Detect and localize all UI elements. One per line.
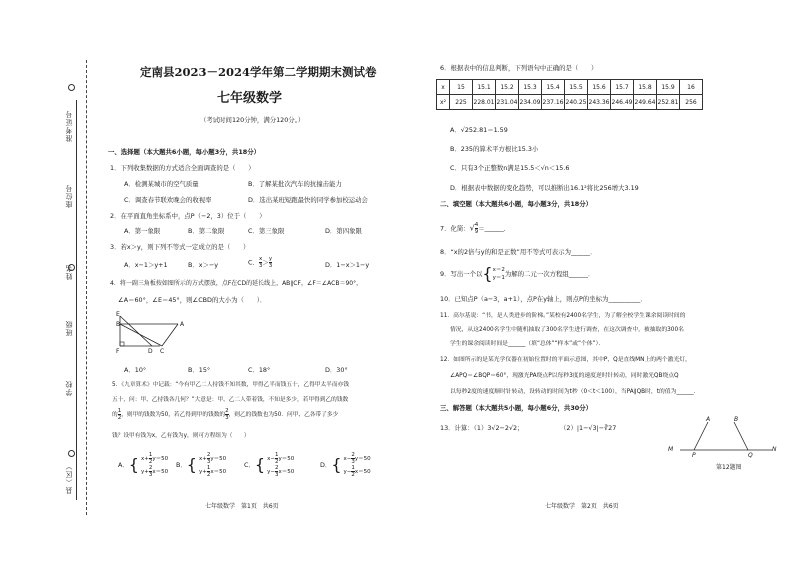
q6-cell-x: 15.6	[588, 80, 611, 95]
q1-option-a: A．检测某城市的空气质量	[124, 180, 199, 188]
q2-option-c: C．第三象限	[248, 227, 285, 235]
q4-stem-line1: 4．将一副三角板按如图所示的方式摆放，点F在CD的延长线上，AB∥CF，∠F＝∠ACB＝90°，	[110, 280, 363, 287]
q3-option-d: D．1−x＞1−y	[325, 261, 370, 269]
exam-subtitle: 七年级数学	[217, 91, 283, 106]
q1-stem: 1．下列收集数据的方式适合全面调查的是（ ）	[110, 164, 255, 172]
q12-label-p: P	[692, 452, 696, 459]
q12-label-q: Q	[748, 452, 753, 459]
q1-option-c: C．调查春节联欢晚会的收视率	[124, 196, 212, 204]
q6-cell-x2: 225	[450, 95, 473, 110]
q4-label-b: B	[116, 321, 121, 328]
q11-line3: 学生的课余阅读时间是______（填“总体”“样本”或“个体”）．	[450, 341, 605, 347]
q9: 9．写出一个以{ x＝2 y＝1 为解的二元一次方程组______．	[440, 264, 595, 283]
q6-option-c: C．只有3个正整数n满足15.5＜√n＜15.6	[450, 164, 570, 172]
q10: 10．已知点P（a−3，a+1），点P在y轴上，则点P的坐标为__________．	[440, 295, 647, 303]
q6-cell-x2: 234.09	[519, 95, 542, 110]
q12-figure-caption: 第12题图	[716, 464, 742, 471]
q6-row-x2-label: x²	[437, 95, 450, 110]
side-class-label: 班级	[65, 320, 73, 336]
q11-line1: 11．高尔基说：“书，是人类进步的阶梯。”某校有2400名学生，为了解全校学生课余阅读时间的	[440, 313, 686, 319]
section3-heading: 三、解答题（本大题共5小题，每小题6分，共30分）	[440, 404, 592, 412]
q4-label-a: A	[180, 321, 185, 328]
q5-stem-line1: 5．《九章算术》中记载：“今有甲乙二人持钱不知其数，甲得乙半而钱五十，乙得甲太半而亦钱	[112, 382, 349, 388]
exam-title: 定南县2023－2024学年第二学期期末测试卷	[140, 65, 377, 79]
q6-cell-x: 15.3	[519, 80, 542, 95]
q6-cell-x2: 246.49	[611, 95, 634, 110]
q12-label-m: M	[668, 446, 674, 453]
q6-cell-x2: 237.16	[542, 95, 565, 110]
q5-stem-line3: 的 $\frac{1}{2}$ ，则甲的钱数为50，若乙得到甲的钱数的 $\frac{2}{3}$ ，则乙的钱数也为50．问甲、乙各带了多少	[112, 408, 339, 421]
side-exam-no-label: 准考证号	[65, 110, 73, 142]
q6-cell-x2: 243.36	[588, 95, 611, 110]
q4-option-a: A．10°	[124, 366, 147, 374]
q6-cell-x: 15	[450, 80, 473, 95]
q6-cell-x: 15.4	[542, 80, 565, 95]
q2-option-d: D．第四象限	[325, 227, 362, 235]
q6-cell-x: 15.2	[496, 80, 519, 95]
q12-line2: ∠APQ＝∠BQP＝60°，现激光PA绕点P以每秒3度的速度逆时针转动，同时激光QB绕点Q	[450, 373, 679, 379]
side-name-label: 姓名	[65, 264, 73, 280]
q6-cell-x2: 256	[680, 95, 703, 110]
binding-circle-bottom	[68, 450, 75, 457]
q1-option-d: D．选出某班短跑最快的同学参加校运动会	[248, 196, 368, 204]
side-fill-line	[76, 100, 77, 500]
q5-option-c: C．{ x− $\frac{1}{2}$ y＝50 y− $\frac{2}{3}$ x＝50	[244, 452, 295, 478]
q2-stem: 2．在平面直角坐标系中，点P（−2，3）位于（ ）	[110, 212, 266, 220]
q1-option-b: B．了解某批次汽车的抗撞击能力	[248, 180, 342, 188]
q6-cell-x: 15.8	[634, 80, 657, 95]
binding-line	[86, 60, 87, 515]
section1-heading: 一、选择题（本大题共6小题，每小题3分，共18分）	[108, 148, 260, 156]
q7: 7．化简：√ $\frac{4}{9}$ ＝______．	[440, 222, 511, 235]
q6-table	[436, 79, 703, 110]
q6-row-x	[437, 80, 703, 95]
q11-line2: 情况，从这2400名学生中随机抽取了300名学生进行调查，在这次调查中，被抽取的300名	[450, 327, 684, 333]
q4-label-e: E	[116, 311, 120, 318]
q3-stem: 3．若x＞y，则下列不等式一定成立的是（ ）	[110, 243, 250, 251]
q6-option-b: B．235的算术平方根比15.3小	[450, 145, 539, 153]
q6-cell-x: 15.1	[473, 80, 496, 95]
q12-figure	[676, 414, 776, 460]
q6-option-d: D．根据表中数据的变化趋势，可以推断出16.1²将比256增大3.19	[450, 184, 639, 192]
q12-line1: 12．如图所示的是某光学仪器在初始位置时的平面示意图，其中P，Q是直线MN上的两个激光灯，	[440, 357, 691, 363]
q6-cell-x: 15.9	[657, 80, 680, 95]
q4-label-d: D	[148, 348, 153, 355]
q4-option-b: B．15°	[188, 366, 211, 374]
q6-row-x-label: x	[437, 80, 450, 95]
q3-option-a: A．x−1＞y+1	[124, 261, 168, 269]
q6-cell-x: 15.7	[611, 80, 634, 95]
q6-cell-x: 16	[680, 80, 703, 95]
side-seat-label: 座位号	[65, 184, 73, 208]
q4-stem-line2: ∠A＝60°，∠E＝45°，则∠CBD的大小为（ ）．	[118, 296, 267, 304]
q4-option-c: C．18°	[248, 366, 271, 374]
q6-cell-x2: 252.81	[657, 95, 680, 110]
q6-cell-x2: 228.01	[473, 95, 496, 110]
q12-label-n: N	[772, 446, 777, 453]
q6-cell-x2: 231.04	[496, 95, 519, 110]
exam-info: （考试时间120分钟，满分120分。）	[200, 116, 305, 124]
q8: 8．“x的2倍与y的和是正数”用不等式可表示为______．	[440, 248, 597, 256]
q6-stem: 6．根据表中的信息判断，下列语句中正确的是（ ）	[440, 64, 598, 72]
q13-part2: （2）|1−√3|−∛27	[560, 424, 617, 432]
side-school-label: 学校	[65, 380, 73, 396]
q6-cell-x: 15.5	[565, 80, 588, 95]
q12-label-a: A	[706, 416, 711, 423]
q6-option-a: A．√252.81＝1.59	[450, 126, 508, 134]
binding-circle-top	[68, 84, 75, 91]
q5-option-b: B．{ x+ $\frac{2}{3}$ y＝50 y+ $\frac{1}{2}$ x＝50	[176, 452, 227, 478]
q6-row-x2	[437, 95, 703, 110]
q2-option-b: B．第二象限	[188, 227, 225, 235]
q3-option-b: B．x＞−y	[188, 261, 219, 269]
q5-stem-line4: 钱？设甲有钱为x，乙有钱为y，则可方程组为（ ）	[112, 433, 250, 439]
q4-label-f: F	[116, 348, 120, 355]
q6-cell-x2: 249.64	[634, 95, 657, 110]
q12-label-b: B	[734, 416, 739, 423]
side-county-label: 县（区）	[65, 462, 73, 494]
q4-label-c: C	[160, 348, 165, 355]
q13-part1: 13．计算：（1）3√2−2√2；	[440, 424, 524, 432]
footer-left: 七年级数学 第1页 共6页	[205, 503, 279, 510]
q12-line3: 以每秒2度的速度顺时针转动，设转动的时间为t秒（0＜t＜100），当PA∥QB时，t的值为______．	[450, 389, 700, 395]
footer-right: 七年级数学 第2页 共6页	[545, 503, 619, 510]
q5-option-a: A．{ x+ $\frac{1}{2}$ y＝50 y+ $\frac{2}{3}$ x＝50	[118, 452, 169, 478]
q5-option-d: D．{ x− $\frac{2}{3}$ y＝50 y− $\frac{1}{2}$ x＝50	[320, 452, 371, 478]
q4-option-d: D．30°	[325, 366, 348, 374]
q6-cell-x2: 240.25	[565, 95, 588, 110]
section2-heading: 二、填空题（本大题共6小题，每小题3分，共18分）	[440, 200, 592, 208]
q3-option-c: C． $\frac{x}{3}$ ＞ $\frac{y}{3}$	[248, 256, 273, 269]
q2-option-a: A．第一象限	[124, 227, 161, 235]
q5-stem-line2: 五十，问：甲、乙持钱各几何？”大意是：甲、乙二人带着钱，不知是多少，若甲得到乙的钱数	[112, 397, 349, 403]
